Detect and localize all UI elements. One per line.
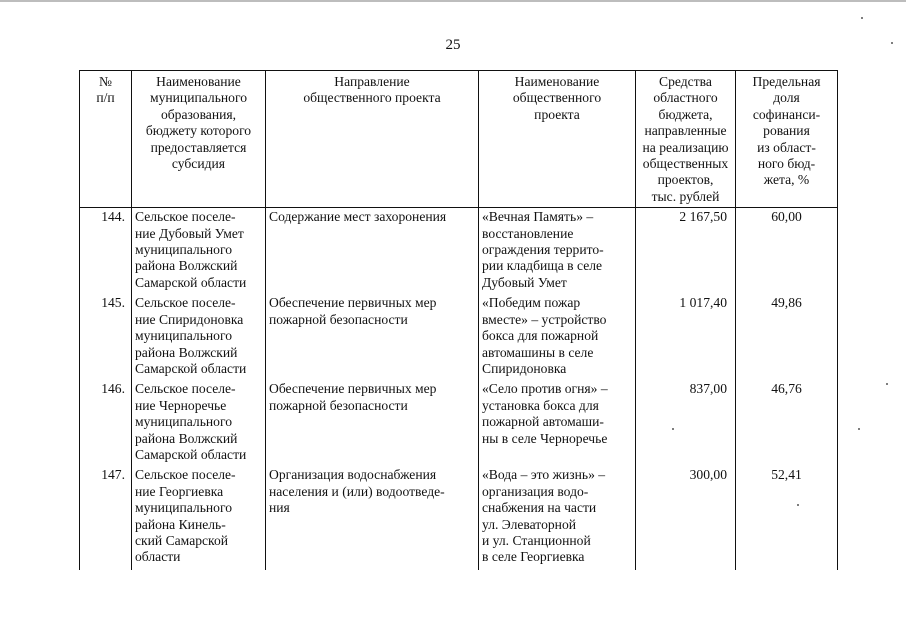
row-share: 46,76 [736, 381, 838, 467]
row-number: 144. [80, 208, 132, 296]
header-municipality [132, 71, 266, 208]
row-number: 146. [80, 381, 132, 467]
header-municipality-text: Наименование муниципального образования, бюджету которого предоставляется субсидия [145, 74, 252, 172]
row-project [479, 295, 636, 381]
header-funds-text: Средства областного бюджета, направленные на реализацию общественных проектов, тыс. рублей [642, 74, 729, 204]
row-funds: 2 167,50 [636, 208, 736, 296]
header-project-text: Наименование общественного проекта [512, 74, 602, 122]
table-header [80, 71, 838, 208]
header-row [80, 71, 838, 208]
row-municipality-text: Сельское поселе- ние Черноречье муниципального района Волжский Самарской области [135, 381, 247, 462]
row-direction-text: Содержание мест захоронения [269, 209, 447, 225]
row-project-text: «Вечная Память» – восстановление ограждения террито- рии кладбища в селе Дубовый Умет [482, 209, 604, 290]
header-direction-text: Направление общественного проекта [303, 74, 441, 106]
row-number: 147. [80, 467, 132, 569]
row-share: 60,00 [736, 208, 838, 296]
table-row [80, 208, 838, 296]
header-direction [266, 71, 479, 208]
scan-top-edge [0, 0, 906, 2]
row-project [479, 381, 636, 467]
row-project-text: «Вода – это жизнь» – организация водо- снабжения на части ул. Элеваторной и ул. Станционной в селе Георгиевка [482, 467, 606, 565]
scan-speck [886, 383, 888, 385]
row-municipality-text: Сельское поселе- ние Дубовый Умет муниципального района Волжский Самарской области [135, 209, 247, 290]
header-number [80, 71, 132, 208]
table-body [80, 208, 838, 570]
row-direction [266, 295, 479, 381]
page-number: 25 [445, 37, 461, 53]
row-municipality [132, 467, 266, 569]
scan-speck [891, 42, 893, 44]
row-direction [266, 208, 479, 296]
header-share [736, 71, 838, 208]
row-funds: 1 017,40 [636, 295, 736, 381]
row-share: 49,86 [736, 295, 838, 381]
row-project-text: «Победим пожар вместе» – устройство бокса для пожарной автомашины в селе Спиридоновка [482, 295, 607, 376]
scan-speck [797, 504, 799, 506]
table-row [80, 467, 838, 569]
row-funds: 837,00 [636, 381, 736, 467]
row-direction-text: Обеспечение первичных мер пожарной безопасности [269, 295, 437, 327]
header-share-text: Предельная доля софинанси- рования из област- ного бюд- жета, % [752, 74, 821, 188]
subsidy-table [79, 70, 838, 570]
row-direction [266, 467, 479, 569]
row-number: 145. [80, 295, 132, 381]
table-row [80, 295, 838, 381]
row-share: 52,41 [736, 467, 838, 569]
row-project-text: «Село против огня» – установка бокса для пожарной автомаши- ны в селе Черноречье [482, 381, 608, 446]
scan-speck [858, 428, 860, 430]
row-direction [266, 381, 479, 467]
row-funds: 300,00 [636, 467, 736, 569]
header-funds [636, 71, 736, 208]
row-project [479, 467, 636, 569]
row-project [479, 208, 636, 296]
header-project [479, 71, 636, 208]
table-row [80, 381, 838, 467]
row-municipality [132, 381, 266, 467]
row-municipality [132, 208, 266, 296]
row-direction-text: Организация водоснабжения населения и (или) водоотведе- ния [269, 467, 445, 516]
scan-speck [861, 17, 863, 19]
row-direction-text: Обеспечение первичных мер пожарной безопасности [269, 381, 437, 413]
row-municipality [132, 295, 266, 381]
row-municipality-text: Сельское поселе- ние Георгиевка муниципального района Кинель- ский Самарской области [135, 467, 236, 565]
header-number-text: № п/п [96, 74, 115, 106]
row-municipality-text: Сельское поселе- ние Спиридоновка муниципального района Волжский Самарской области [135, 295, 247, 376]
scan-speck [672, 428, 674, 430]
